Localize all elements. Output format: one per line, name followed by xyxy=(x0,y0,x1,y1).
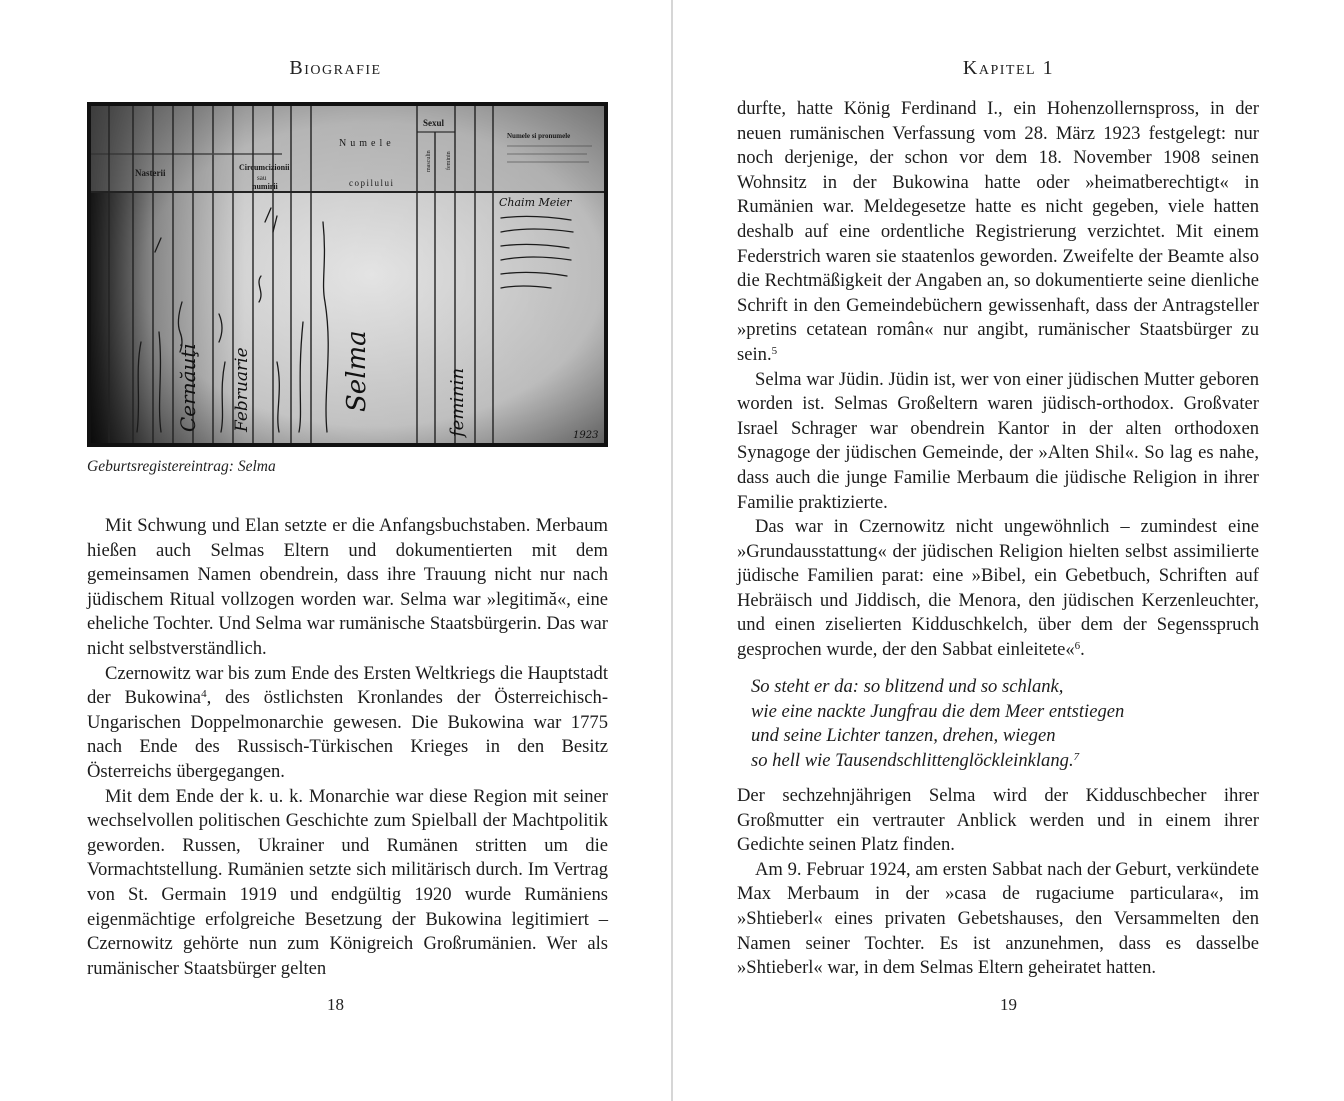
right-body-text-bottom xyxy=(737,784,1259,981)
handwritten-month: Februarie xyxy=(232,347,252,432)
running-head-right: Kapitel 1 xyxy=(962,57,1055,79)
poem-quote xyxy=(751,675,1251,773)
left-body-text xyxy=(87,514,608,981)
handwritten-parent: Chaim Meier xyxy=(499,196,572,209)
paragraph: Mit dem Ende der k. u. k. Monarchie war diese Region mit seiner wechselvollen politischen Geschichte zum Spielball der Machtpolitik geworden. Russen, Ukrainer und Rumänen stritten um die Vormachtstellung. Rumänien setzte sich militärisch durch. Im Vertrag von St. Germain 1919 und endgültig 1920 wurde Rumäniens eigenmächtige erfolgreiche Besetzung der Bukowina legitimiert – Czernowitz gehörte nun zum Königreich Großrumänien. Wer als rumänischer Staatsbürger gelten xyxy=(87,785,608,979)
poem-line: wie eine nackte Jungfrau die dem Meer entstiegen xyxy=(751,700,1125,722)
header-label-nasterii: Nasterii xyxy=(135,168,166,178)
handwritten-birthplace: Cernăuţi xyxy=(176,343,200,432)
handwritten-year: 1923 xyxy=(573,430,599,441)
running-head-left: Biografie xyxy=(289,57,382,79)
footnote-ref[interactable]: 7 xyxy=(1073,750,1080,763)
paragraph: Czernowitz war bis zum Ende des Ersten Weltkriegs die Hauptstadt der Bukowina$^4$, des östlichsten Kronlandes der Österreichisch-Ungarischen Doppelmonarchie gewesen. Die Bukowina war 1775 nach Ende des Russisch-Türkischen Krieges in den Besitz Österreichs übergegangen. xyxy=(87,662,609,782)
poem-line: und seine Lichter tanzen, drehen, wiegen xyxy=(751,725,1056,747)
paragraph: Mit Schwung und Elan setzte er die Anfangsbuchstaben. Merbaum hießen auch Selmas Eltern und dokumentierten mit dem gemeinsamen Namen obendrein, dass ihre Trauung nicht nur nach jüdischem Ritual vollzogen worden war. Selma war »legitimă«, eine eheliche Tochter. Und Selma war rumänische Staatsbürgerin. Das war nicht selbstverständlich. xyxy=(87,515,608,659)
page-number-right: 19 xyxy=(1000,995,1017,1014)
photo-caption: Geburtsregistereintrag: Selma xyxy=(87,458,276,475)
header-label-masculin: masculin xyxy=(426,150,432,172)
paragraph: Der sechzehnjährigen Selma wird der Kidduschbecher ihrer Großmutter ein vertrauter Anblick werden und in einem ihrer Gedichte seinen Platz finden. xyxy=(737,785,1259,856)
birth-register-photo xyxy=(87,102,608,447)
poem-line: so hell wie Tausendschlittenglöckleinklang.$^7$ xyxy=(751,749,1080,771)
paragraph: Selma war Jüdin. Jüdin ist, wer von einer jüdischen Mutter geboren worden ist. Selmas Großeltern waren jüdisch-orthodox. Großvater Israel Schrager war obendrein Kantor in der alten orthodoxen Synagoge der jüdischen Gemeinde, der »Alten Shil«. So lag es nahe, dass auch die junge Familie Merbaum die jüdische Religion in ihrer Familie praktizierte. xyxy=(737,368,1259,513)
header-label-feminin: feminin xyxy=(446,151,452,170)
paragraph: durfte, hatte König Ferdinand I., ein Hohenzollernspross, in der neuen rumänischen Verfassung vom 28. März 1923 festgelegt: nur noch derjenige, der schon vor dem 18. November 1908 seinen Wohnsitz in der Bukowina hatte oder »heimatberechtigt« in Rumänien war. Meldegesetze hatte es nicht gegeben, viele hatten deshalb auf eine ordentliche Registrierung verzichtet. Mit einem Federstrich waren sie staatenlos geworden. Zweifelte der Beamte also die Rechtmäßigkeit der Angaben an, so dokumentierte seine dienliche Schrift in den Gemeindebüchern gewissenhaft, dass der Antragsteller »pretins cetatean român« nur angibt, rumänischer Staatsbürger zu sein.$^5$ xyxy=(737,98,1259,365)
handwritten-name-selma: Selma xyxy=(342,330,372,412)
page-number-left: 18 xyxy=(327,995,344,1014)
header-label-numirii: numirii xyxy=(252,182,278,191)
footnote-ref[interactable]: 5 xyxy=(771,344,778,357)
header-label-numele: Numele xyxy=(339,138,395,149)
header-label-circumcizionii: Circumcizionii xyxy=(239,163,290,172)
right-page xyxy=(673,0,1344,1101)
header-label-sexul: Sexul xyxy=(423,118,445,128)
header-label-sau: sau xyxy=(257,174,267,182)
footnote-ref[interactable]: 6 xyxy=(1074,640,1081,653)
right-body-text-top xyxy=(737,97,1259,663)
header-label-copilului: copilului xyxy=(349,178,395,188)
footnote-ref[interactable]: 4 xyxy=(201,688,207,701)
header-label-numele-pronumele: Numele si pronumele xyxy=(507,132,571,140)
poem-line: So steht er da: so blitzend und so schlank, xyxy=(751,676,1064,697)
paragraph: Das war in Czernowitz nicht ungewöhnlich – zumindest eine »Grundausstattung« der jüdischen Religion hielten selbst assimilierte jüdische Familien parat: eine »Bibel, ein Gebetbuch, Schriften auf Hebräisch und Jiddisch, die Menora, den jüdischen Kerzenleuchter, und einen ziselierten Kidduschkelch, über dem der Segensspruch gesprochen wurde, der den Sabbat einleitete«$^6$. xyxy=(737,516,1259,661)
handwritten-sex: feminin xyxy=(447,367,468,437)
paragraph: Am 9. Februar 1924, am ersten Sabbat nach der Geburt, verkündete Max Merbaum in der »casa de rugaciume particulara«, im »Shtieberl« eines privaten Gebetshauses, den Versammelten den Namen seiner Tochter. Es ist anzunehmen, dass es dasselbe »Shtieberl« war, in dem Selmas Eltern geheiratet hatten. xyxy=(737,858,1259,979)
left-page xyxy=(0,0,671,1101)
